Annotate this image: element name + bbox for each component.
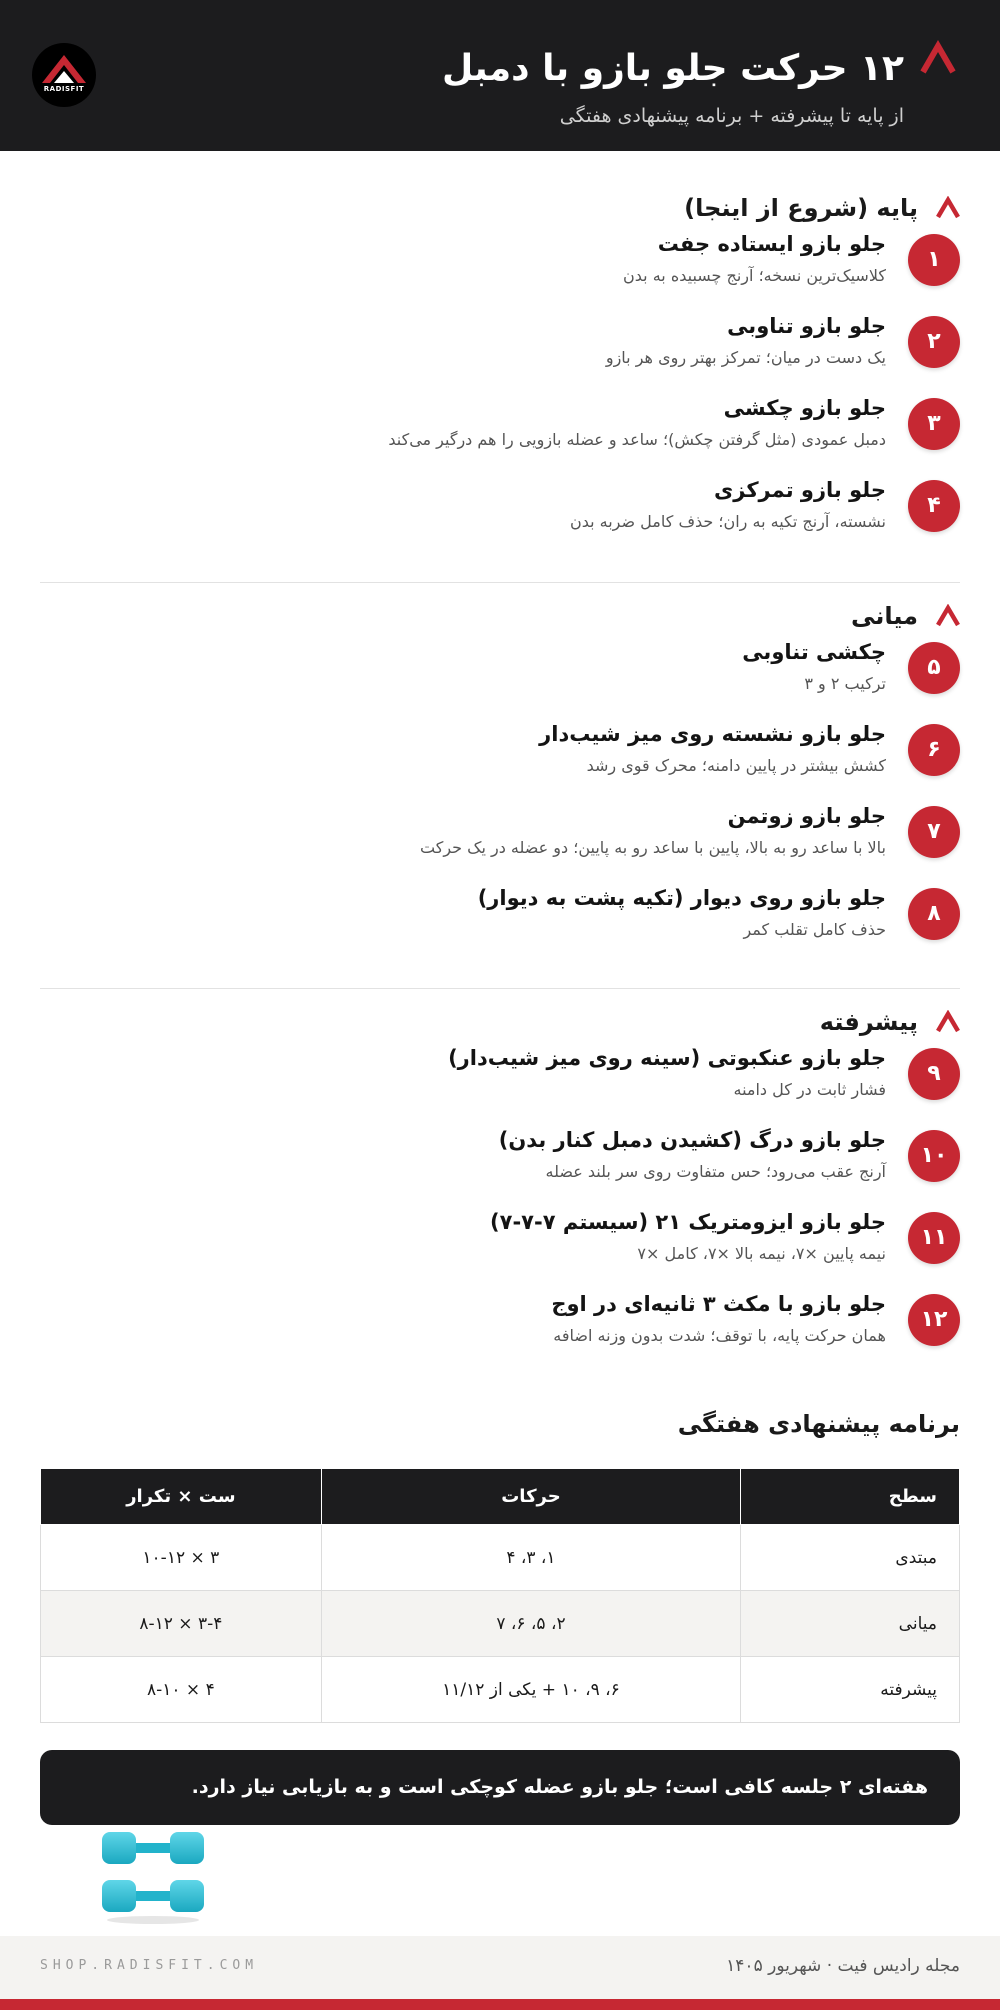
radisfit-logo[interactable]: [32, 43, 96, 107]
number-badge: ۸: [908, 888, 960, 940]
exercise-title: جلو بازو ایستاده جفت: [657, 232, 886, 256]
number-badge: ۲: [908, 316, 960, 368]
exercise-title: جلو بازو عنکبوتی (سینه روی میز شیب‌دار): [448, 1046, 886, 1070]
exercise-title: جلو بازو چکشی: [723, 396, 886, 420]
exercise-description: نشسته، آرنج تکیه به ران؛ حذف کامل ضربه بدن: [569, 512, 886, 531]
shop-link[interactable]: SHOP.RADISFIT.COM: [40, 1958, 259, 1973]
chevron-up-icon: [920, 40, 956, 76]
exercise-description: آرنج عقب می‌رود؛ حس متفاوت روی سر بلند عضله: [545, 1162, 886, 1181]
exercise-description: کشش بیشتر در پایین دامنه؛ محرک قوی رشد: [586, 756, 886, 775]
magazine-credit: مجله رادیس فیت · شهریور ۱۴۰۵: [726, 1956, 960, 1976]
cell-level: مبتدی: [741, 1525, 960, 1591]
page-subtitle: از پایه تا پیشرفته + برنامه پیشنهادی هفتگی: [559, 105, 904, 127]
exercise-item: [40, 230, 960, 312]
exercise-item: [40, 394, 960, 476]
page-footer: [0, 1936, 1000, 1999]
section-header: [40, 598, 960, 638]
exercise-description: نیمه پایین ×۷، نیمه بالا ×۷، کامل ×۷: [637, 1244, 886, 1263]
exercise-title: جلو بازو روی دیوار (تکیه پشت به دیوار): [477, 886, 886, 910]
cell-moves: ۶، ۹، ۱۰ + یکی از ۱۱/۱۲: [321, 1657, 740, 1723]
exercise-description: دمبل عمودی (مثل گرفتن چکش)؛ ساعد و عضله بازویی را هم درگیر می‌کند: [388, 430, 886, 449]
table-row: [41, 1657, 960, 1723]
number-badge: ۶: [908, 724, 960, 776]
exercise-item: [40, 476, 960, 558]
cell-sets: ۳ × ۱۰-۱۲: [41, 1525, 322, 1591]
section-advanced: [40, 1004, 960, 1372]
number-badge: ۹: [908, 1048, 960, 1100]
number-badge: ۴: [908, 480, 960, 532]
section-title: پایه (شروع از اینجا): [684, 194, 918, 222]
section-basic: [40, 190, 960, 558]
bottom-accent-bar: [0, 1999, 1000, 2010]
exercise-description: حذف کامل تقلب کمر: [743, 920, 886, 939]
exercise-item: [40, 1208, 960, 1290]
exercise-description: بالا با ساعد رو به بالا، پایین با ساعد رو به پایین؛ دو عضله در یک حرکت: [419, 838, 886, 857]
exercise-title: جلو بازو با مکث ۳ ثانیه‌ای در اوج: [551, 1292, 886, 1316]
chevron-up-icon: [936, 1010, 960, 1034]
exercise-title: جلو بازو تمرکزی: [714, 478, 886, 502]
tip-box: [40, 1750, 960, 1825]
table-row: [41, 1525, 960, 1591]
exercise-title: جلو بازو نشسته روی میز شیب‌دار: [539, 722, 886, 746]
column-header-sets: ست × تکرار: [41, 1469, 322, 1525]
exercise-item: [40, 1126, 960, 1208]
exercise-description: یک دست در میان؛ تمرکز بهتر روی هر بازو: [605, 348, 886, 367]
cell-level: پیشرفته: [741, 1657, 960, 1723]
logo-mark-icon: [32, 43, 96, 107]
table-header-row: [41, 1469, 960, 1525]
exercise-item: [40, 720, 960, 802]
exercise-description: ترکیب ۲ و ۳: [804, 674, 886, 693]
exercise-title: جلو بازو درگ (کشیدن دمبل کنار بدن): [498, 1128, 886, 1152]
section-header: [40, 1004, 960, 1044]
chevron-up-icon: [936, 604, 960, 628]
exercise-description: همان حرکت پایه، با توقف؛ شدت بدون وزنه اضافه: [553, 1326, 886, 1345]
plan-title: برنامه پیشنهادی هفتگی: [677, 1410, 960, 1438]
number-badge: ۳: [908, 398, 960, 450]
dumbbells-icon: [98, 1828, 208, 1928]
cell-level: میانی: [741, 1591, 960, 1657]
number-badge: ۱۲: [908, 1294, 960, 1346]
chevron-up-icon: [936, 196, 960, 220]
cell-moves: ۲، ۵، ۶، ۷: [321, 1591, 740, 1657]
section-title: پیشرفته: [819, 1008, 918, 1036]
page-title: ۱۲ حرکت جلو بازو با دمبل: [442, 48, 904, 89]
exercise-title: چکشی تناوبی: [742, 640, 886, 664]
number-badge: ۱: [908, 234, 960, 286]
number-badge: ۱۱: [908, 1212, 960, 1264]
exercise-item: [40, 802, 960, 884]
exercise-title: جلو بازو تناوبی: [727, 314, 886, 338]
section-title: میانی: [851, 602, 918, 630]
exercise-item: [40, 884, 960, 966]
exercise-description: کلاسیک‌ترین نسخه؛ آرنج چسبیده به بدن: [623, 266, 886, 285]
weekly-plan-table: [40, 1468, 960, 1723]
column-header-level: سطح: [741, 1469, 960, 1525]
number-badge: ۵: [908, 642, 960, 694]
exercise-title: جلو بازو ایزومتریک ۲۱ (سیستم ۷-۷-۷): [490, 1210, 886, 1234]
cell-sets: ۴ × ۸-۱۰: [41, 1657, 322, 1723]
tip-text: هفته‌ای ۲ جلسه کافی است؛ جلو بازو عضله کوچکی است و به بازیابی نیاز دارد.: [191, 1776, 928, 1798]
exercise-item: [40, 638, 960, 720]
number-badge: ۱۰: [908, 1130, 960, 1182]
cell-sets: ۳-۴ × ۸-۱۲: [41, 1591, 322, 1657]
column-header-moves: حرکات: [321, 1469, 740, 1525]
section-divider: [40, 582, 960, 583]
exercise-item: [40, 1044, 960, 1126]
exercise-title: جلو بازو زوتمن: [727, 804, 886, 828]
section-divider: [40, 988, 960, 989]
cell-moves: ۱، ۳، ۴: [321, 1525, 740, 1591]
section-header: [40, 190, 960, 230]
page-header: [0, 0, 1000, 151]
exercise-description: فشار ثابت در کل دامنه: [733, 1080, 886, 1099]
table-row: [41, 1591, 960, 1657]
exercise-item: [40, 312, 960, 394]
exercise-item: [40, 1290, 960, 1372]
section-intermediate: [40, 598, 960, 966]
logo-wordmark: RADISFIT: [43, 85, 85, 93]
number-badge: ۷: [908, 806, 960, 858]
